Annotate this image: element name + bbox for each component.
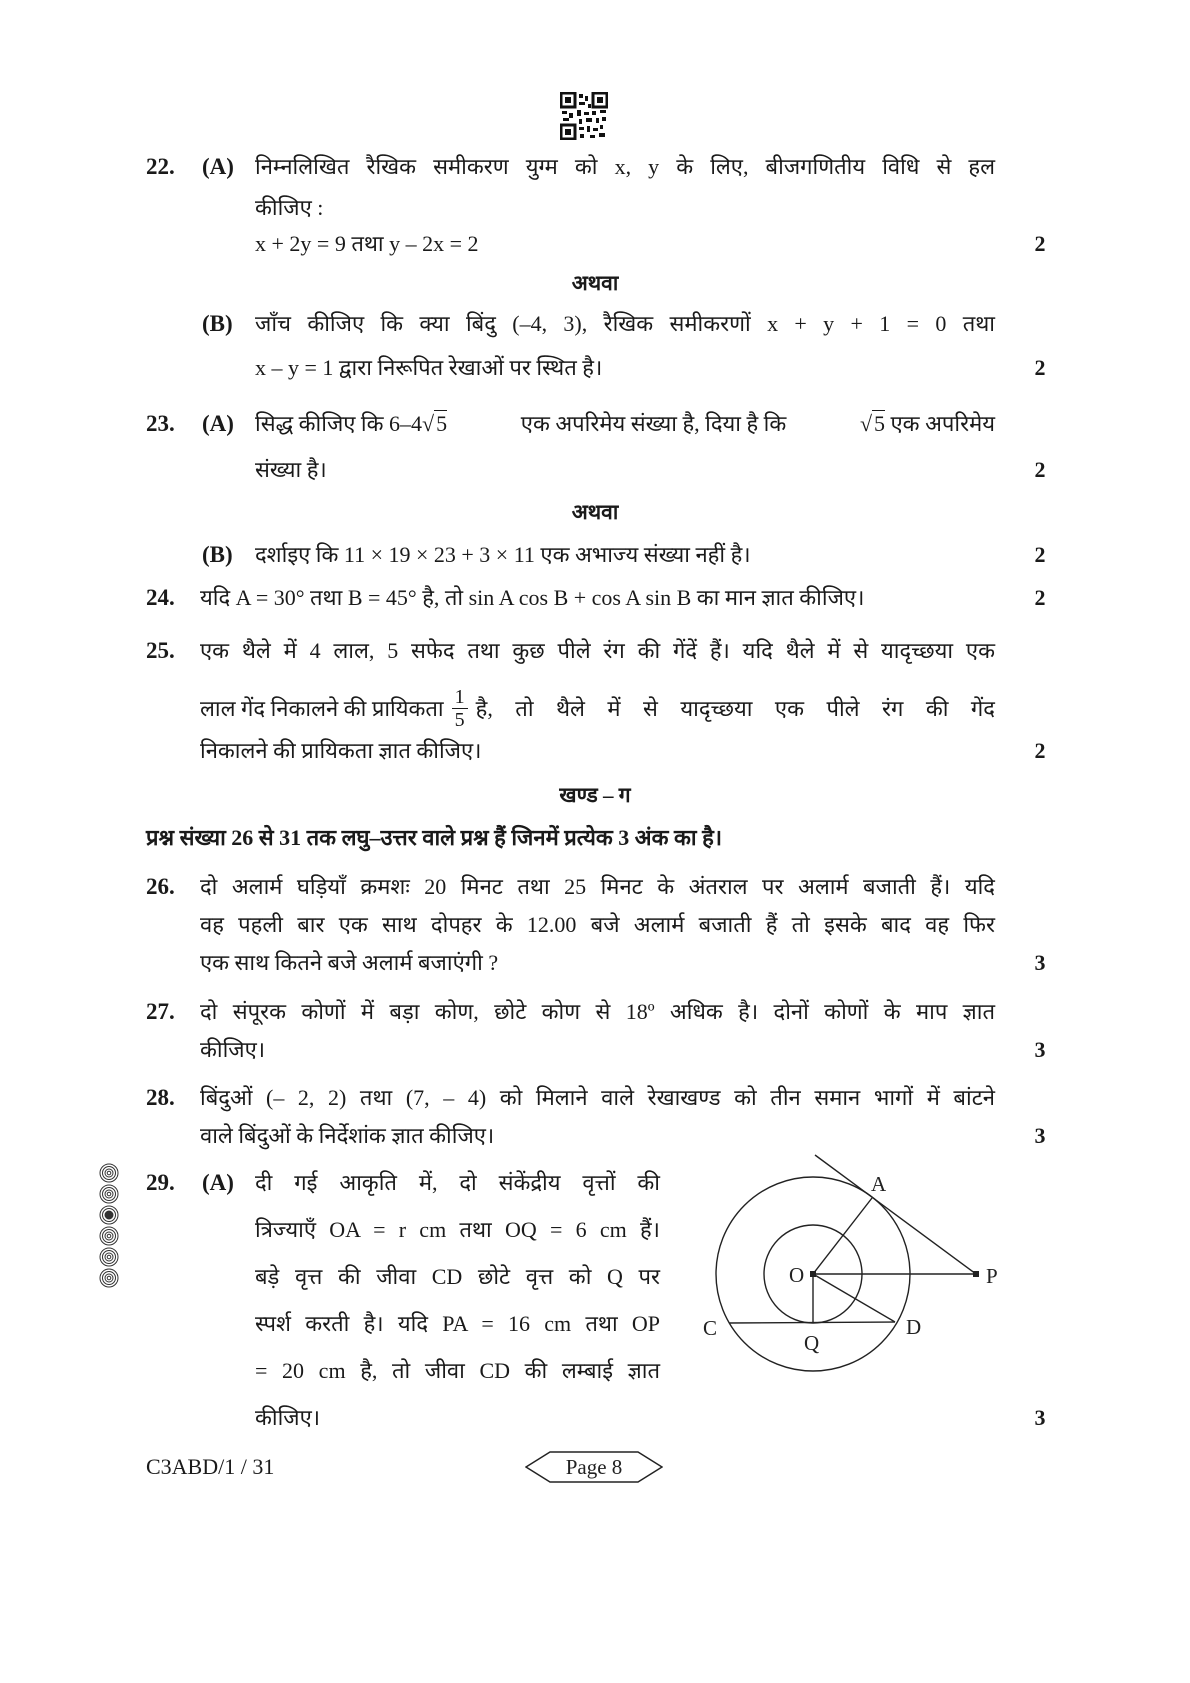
concentric-circles-figure bbox=[690, 1150, 1030, 1390]
question-text: स्पर्श करती है। यदि PA = 16 cm तथा OP bbox=[255, 1311, 660, 1336]
question-text: कीजिए : bbox=[255, 195, 324, 220]
text-segment: √5 एक अपरिमेय bbox=[859, 411, 995, 436]
marks: 2 bbox=[1034, 542, 1046, 567]
marks: 3 bbox=[1034, 1037, 1046, 1062]
marks: 2 bbox=[1034, 738, 1046, 763]
question-number: 26. bbox=[146, 874, 175, 899]
marks: 3 bbox=[1034, 950, 1046, 975]
section-instruction: प्रश्न संख्या 26 से 31 तक लघु–उत्तर वाले प्रश्न हैं जिनमें प्रत्येक 3 अंक का है। bbox=[146, 825, 723, 850]
equation-text: x + 2y = 9 तथा y – 2x = 2 bbox=[255, 231, 479, 256]
question-text: निम्नलिखित रैखिक समीकरण युग्म को x, y के लिए, बीजगणितीय विधि से हल bbox=[255, 154, 995, 179]
sqrt-operand: 5 bbox=[436, 411, 448, 436]
part-label: (A) bbox=[202, 411, 234, 436]
page-number: Page 8 bbox=[565, 1455, 623, 1479]
or-label: अथवा bbox=[571, 500, 619, 524]
spiral-border-icon bbox=[98, 1162, 120, 1292]
marks: 3 bbox=[1034, 1405, 1046, 1430]
question-text: दो अलार्म घड़ियाँ क्रमशः 20 मिनट तथा 25 मिनट के अंतराल पर अलार्म बजाती हैं। यदि bbox=[200, 874, 995, 899]
question-text: कीजिए। bbox=[200, 1037, 266, 1062]
point-label-d: D bbox=[906, 1315, 922, 1339]
point-label-o: O bbox=[789, 1263, 805, 1287]
question-text: बड़े वृत्त की जीवा CD छोटे वृत्त को Q पर bbox=[255, 1264, 660, 1289]
question-text: एक थैले में 4 लाल, 5 सफेद तथा कुछ पीले रंग की गेंदें हैं। यदि थैले में से यादृच्छया एक bbox=[200, 638, 995, 663]
question-text: निकालने की प्रायिकता ज्ञात कीजिए। bbox=[200, 738, 482, 763]
or-label: अथवा bbox=[571, 271, 619, 295]
question-text: दी गई आकृति में, दो संकेंद्रीय वृत्तों की bbox=[255, 1170, 660, 1195]
paper-code: C3ABD/1 / 31 bbox=[146, 1454, 275, 1479]
question-number: 23. bbox=[146, 411, 175, 436]
question-number: 29. bbox=[146, 1170, 175, 1195]
part-label: (B) bbox=[202, 542, 233, 567]
fraction-numerator: 1 bbox=[452, 686, 468, 709]
fraction-denominator: 5 bbox=[454, 709, 465, 731]
question-number: 27. bbox=[146, 999, 175, 1024]
text-post: एक अपरिमेय bbox=[885, 411, 995, 436]
marks: 3 bbox=[1034, 1123, 1046, 1148]
sqrt-operand: 5 bbox=[874, 411, 886, 436]
equation bbox=[255, 229, 479, 259]
marks: 2 bbox=[1034, 457, 1046, 482]
question-text: जाँच कीजिए कि क्या बिंदु (–4, 3), रैखिक समीकरणों x + y + 1 = 0 तथा bbox=[255, 311, 995, 336]
question-text: संख्या है। bbox=[255, 457, 327, 482]
page-number-badge bbox=[525, 1450, 663, 1484]
section-title: खण्ड – ग bbox=[559, 783, 631, 807]
marks: 2 bbox=[1034, 231, 1046, 256]
text-segment: सिद्ध कीजिए कि 6–4√5 bbox=[255, 411, 448, 436]
qr-code-icon bbox=[560, 92, 608, 140]
fraction bbox=[452, 686, 468, 731]
question-text: = 20 cm है, तो जीवा CD की लम्बाई ज्ञात bbox=[255, 1358, 660, 1383]
marks: 2 bbox=[1034, 355, 1046, 380]
text-pre: लाल गेंद निकालने की प्रायिकता bbox=[200, 695, 444, 721]
text-pre: सिद्ध कीजिए कि 6–4 bbox=[255, 411, 423, 436]
question-text: यदि A = 30° तथा B = 45° है, तो sin A cos B + cos A sin B का मान ज्ञात कीजिए। bbox=[200, 585, 865, 610]
question-number: 22. bbox=[146, 154, 175, 179]
point-label-a: A bbox=[871, 1172, 887, 1196]
question-text: त्रिज्याएँ OA = r cm तथा OQ = 6 cm हैं। bbox=[255, 1217, 660, 1242]
point-label-p: P bbox=[986, 1264, 998, 1288]
text-post: है, तो थैले में से यादृच्छया एक पीले रंग की गेंद bbox=[475, 695, 995, 721]
question-text: बिंदुओं (– 2, 2) तथा (7, – 4) को मिलाने वाले रेखाखण्ड को तीन समान भागों में बांटने bbox=[200, 1085, 995, 1110]
question-text: दो संपूरक कोणों में बड़ा कोण, छोटे कोण से 18º अधिक है। दोनों कोणों के माप ज्ञात bbox=[200, 999, 995, 1024]
question-number: 24. bbox=[146, 585, 175, 610]
text-mid: एक अपरिमेय संख्या है, दिया है कि bbox=[520, 411, 787, 436]
question-text: दर्शाइए कि 11 × 19 × 23 + 3 × 11 एक अभाज्य संख्या नहीं है। bbox=[255, 542, 751, 567]
part-label: (A) bbox=[202, 154, 234, 179]
question-text: एक साथ कितने बजे अलार्म बजाएंगी ? bbox=[200, 950, 499, 975]
point-label-q: Q bbox=[804, 1331, 820, 1355]
question-text: वह पहली बार एक साथ दोपहर के 12.00 बजे अलार्म बजाती हैं तो इसके बाद वह फिर bbox=[200, 912, 995, 937]
question-text: कीजिए। bbox=[255, 1405, 321, 1430]
question-text: वाले बिंदुओं के निर्देशांक ज्ञात कीजिए। bbox=[200, 1123, 495, 1148]
question-text bbox=[255, 409, 995, 439]
part-label: (A) bbox=[202, 1170, 234, 1195]
question-text bbox=[200, 686, 995, 731]
point-label-c: C bbox=[703, 1316, 718, 1340]
question-text: x – y = 1 द्वारा निरूपित रेखाओं पर स्थित है। bbox=[255, 355, 603, 380]
marks: 2 bbox=[1034, 585, 1046, 610]
question-number: 25. bbox=[146, 638, 175, 663]
question-number: 28. bbox=[146, 1085, 175, 1110]
part-label: (B) bbox=[202, 311, 233, 336]
